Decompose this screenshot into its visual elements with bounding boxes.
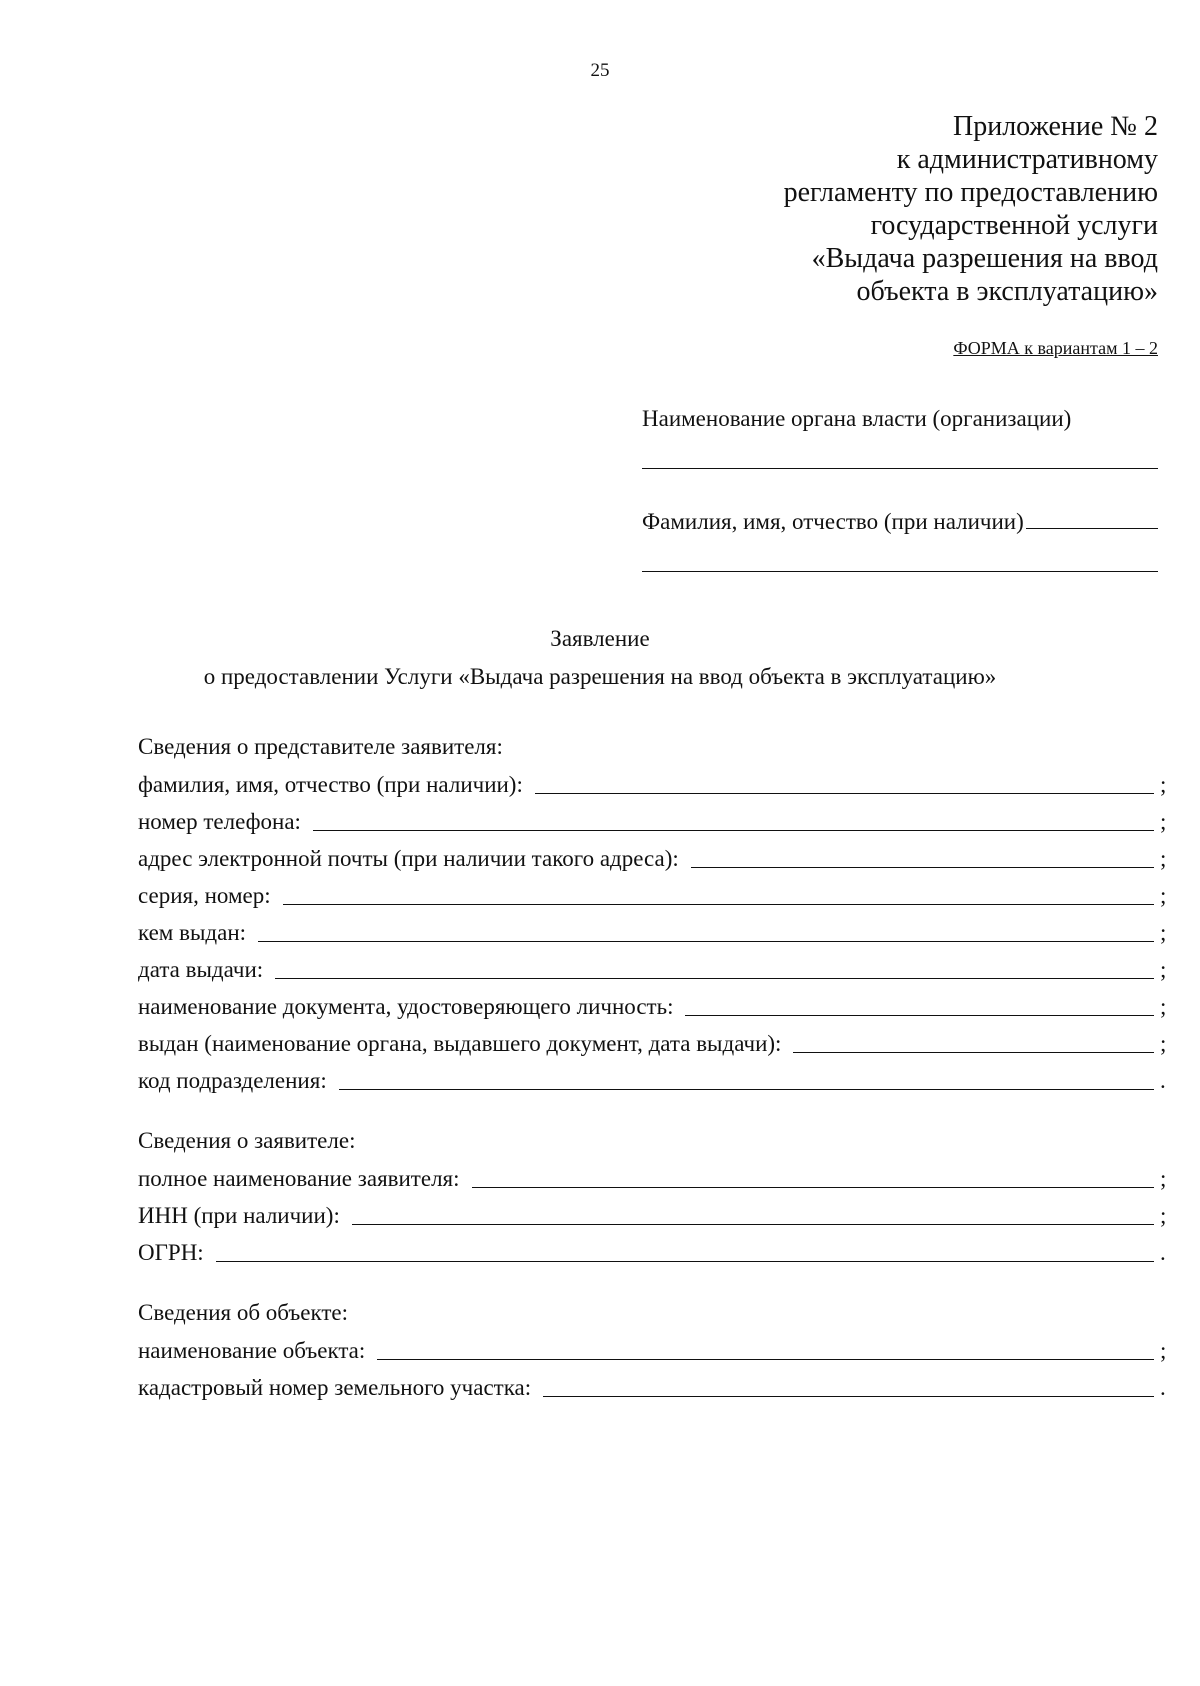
applicant-field-row	[138, 1196, 1170, 1233]
representative-field-row	[138, 987, 1170, 1024]
annex-line: «Выдача разрешения на ввод	[811, 243, 1158, 274]
field-label: полное наименование заявителя:	[138, 1166, 460, 1191]
applicant-field-row	[138, 1233, 1170, 1270]
applicant-title: Сведения о заявителе:	[138, 1128, 356, 1153]
field-label: фамилия, имя, отчество (при наличии):	[138, 772, 523, 797]
field-input-line[interactable]	[685, 1015, 1154, 1016]
field-terminator: .	[1160, 1375, 1166, 1400]
form-variant-label: ФОРМА к вариантам 1 – 2	[953, 338, 1158, 358]
field-terminator: ;	[1160, 994, 1167, 1019]
statement-heading	[0, 620, 1200, 696]
applicant-section	[138, 1122, 1170, 1270]
field-label: наименование объекта:	[138, 1338, 366, 1363]
field-terminator: ;	[1160, 772, 1167, 797]
field-label: ОГРН:	[138, 1240, 204, 1265]
field-label: адрес электронной почты (при наличии такого адреса):	[138, 846, 679, 871]
representative-field-row	[138, 1061, 1170, 1098]
field-label: выдан (наименование органа, выдавшего документ, дата выдачи):	[138, 1031, 782, 1056]
field-terminator: ;	[1160, 1166, 1167, 1191]
field-terminator: ;	[1160, 1203, 1167, 1228]
field-label: ИНН (при наличии):	[138, 1203, 340, 1228]
field-input-line[interactable]	[352, 1224, 1154, 1225]
representative-field-row	[138, 876, 1170, 913]
field-terminator: ;	[1160, 920, 1167, 945]
addressee-name-field-continued[interactable]	[642, 535, 1158, 572]
application-fields	[138, 728, 1170, 1405]
representative-field-row	[138, 913, 1170, 950]
field-input-line[interactable]	[535, 793, 1154, 794]
object-title: Сведения об объекте:	[138, 1300, 349, 1325]
field-input-line[interactable]	[275, 978, 1154, 979]
representative-field-row	[138, 1024, 1170, 1061]
field-terminator: ;	[1160, 1031, 1167, 1056]
field-label: дата выдачи:	[138, 957, 264, 982]
page-number: 25	[590, 60, 610, 81]
field-input-line[interactable]	[472, 1187, 1154, 1188]
field-input-line[interactable]	[258, 941, 1154, 942]
annex-line: к административному	[896, 144, 1158, 175]
field-input-line[interactable]	[793, 1052, 1154, 1053]
object-field-row	[138, 1368, 1170, 1405]
representative-field-row	[138, 950, 1170, 987]
field-terminator: ;	[1160, 846, 1167, 871]
field-input-line[interactable]	[283, 904, 1154, 905]
statement-subtitle: о предоставлении Услуги «Выдача разрешения на ввод объекта в эксплуатацию»	[203, 664, 997, 689]
field-terminator: .	[1160, 1068, 1166, 1093]
annex-line: государственной услуги	[870, 210, 1158, 241]
addressee-name-field[interactable]	[1026, 528, 1158, 529]
object-field-row	[138, 1331, 1170, 1368]
field-terminator: .	[1160, 1240, 1166, 1265]
field-input-line[interactable]	[543, 1396, 1154, 1397]
field-label: номер телефона:	[138, 809, 301, 834]
representative-section	[138, 728, 1170, 1098]
field-input-line[interactable]	[339, 1089, 1154, 1090]
addressee-name-row	[642, 499, 1158, 535]
field-terminator: ;	[1160, 883, 1167, 908]
field-input-line[interactable]	[377, 1359, 1154, 1360]
authority-name-field[interactable]	[642, 432, 1158, 469]
field-label: наименование документа, удостоверяющего личность:	[138, 994, 674, 1019]
field-input-line[interactable]	[691, 867, 1154, 868]
field-terminator: ;	[1160, 957, 1167, 982]
statement-title: Заявление	[550, 626, 650, 651]
field-label: серия, номер:	[138, 883, 271, 908]
representative-title: Сведения о представителе заявителя:	[138, 734, 503, 759]
field-terminator: ;	[1160, 1338, 1167, 1363]
applicant-field-row	[138, 1159, 1170, 1196]
object-section	[138, 1294, 1170, 1405]
field-input-line[interactable]	[313, 830, 1154, 831]
field-label: код подразделения:	[138, 1068, 327, 1093]
field-label: кадастровый номер земельного участка:	[138, 1375, 532, 1400]
addressee-name-label: Фамилия, имя, отчество (при наличии)	[642, 509, 1024, 534]
field-terminator: ;	[1160, 809, 1167, 834]
authority-label-row	[642, 396, 1158, 432]
authority-label: Наименование органа власти (организации)	[642, 406, 1072, 431]
annex-line: объекта в эксплуатацию»	[856, 276, 1158, 307]
annex-line: Приложение № 2	[953, 111, 1158, 142]
field-input-line[interactable]	[216, 1261, 1154, 1262]
annex-header	[784, 110, 1158, 308]
addressee-block	[642, 396, 1158, 582]
representative-field-row	[138, 802, 1170, 839]
representative-field-row	[138, 765, 1170, 802]
representative-field-row	[138, 839, 1170, 876]
field-label: кем выдан:	[138, 920, 247, 945]
annex-line: регламенту по предоставлению	[783, 177, 1158, 208]
